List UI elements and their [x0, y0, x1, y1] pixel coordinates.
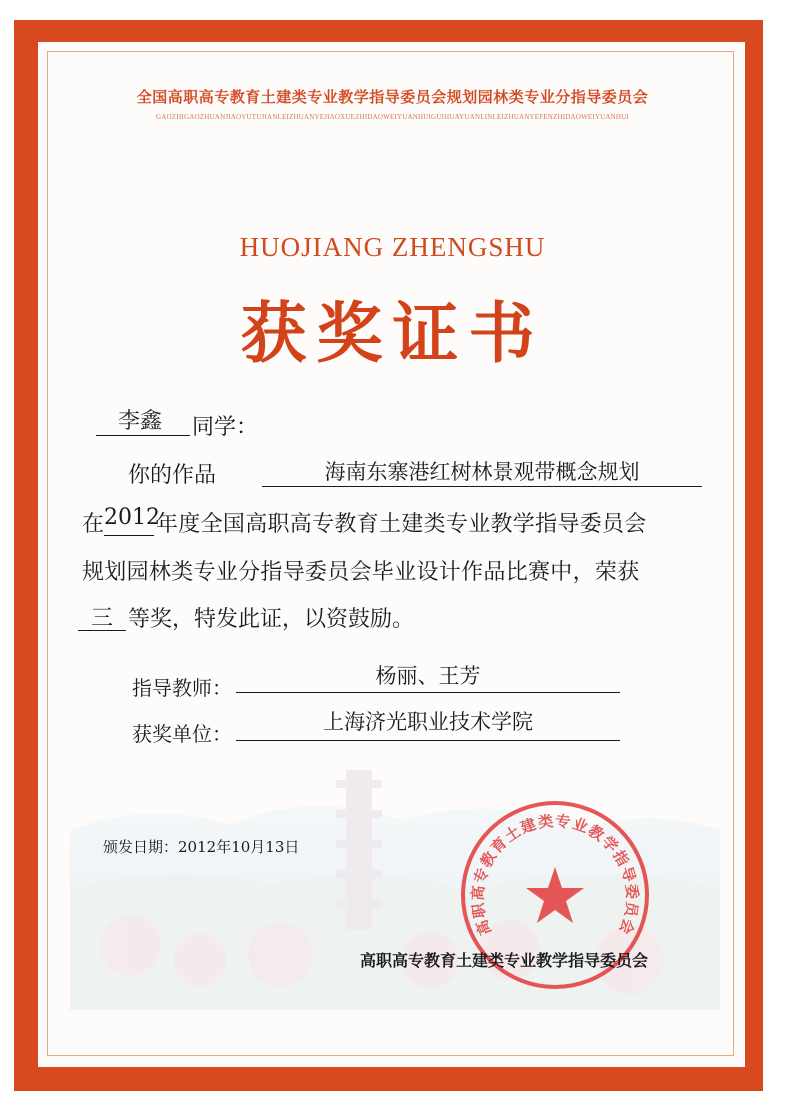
work-title: 海南东寨港红树林景观带概念规划	[324, 460, 640, 484]
work-title-underline	[262, 486, 702, 487]
certificate-title: 获奖证书	[240, 294, 545, 372]
rank-underline	[78, 630, 126, 631]
award-rank: 三	[90, 606, 113, 631]
organization-name-pinyin: GAOZHIGAOZHUANJIAOYUTUJIANLEIZHUANYEJIAOXUEZHIDAOWEIYUANHUIGUIHUAYUANLINLEIZHUANYEFENZHIDAOWEIYUANHUI	[156, 113, 629, 121]
recipient-suffix: 同学：	[192, 415, 259, 440]
unit-label: 获奖单位：	[132, 722, 232, 746]
body-line-1: 年度全国高职高专教育土建类专业教学指导委员会	[156, 512, 647, 537]
seal-text: 高职高专教育土建类专业教学指导委员会	[468, 811, 642, 939]
seal-star-icon	[526, 867, 584, 923]
work-label: 你的作品	[128, 463, 217, 488]
advisor-label: 指导教师：	[132, 676, 232, 700]
unit-name: 上海济光职业技术学院	[323, 710, 533, 734]
issue-date	[103, 836, 299, 857]
body-line-3: 等奖，特发此证，以资鼓励。	[128, 607, 415, 632]
recipient-name: 李鑫	[117, 409, 162, 434]
year-underline	[104, 535, 154, 536]
body-prefix: 在	[82, 512, 105, 537]
issue-date-value: 2012年10月13日	[178, 838, 300, 856]
organization-name: 全国高职高专教育土建类专业教学指导委员会规划园林类专业分指导委员会	[136, 88, 649, 106]
recipient-underline	[96, 435, 190, 436]
competition-year: 2012	[104, 505, 160, 530]
advisor-names: 杨丽、王芳	[375, 664, 481, 688]
issue-date-label: 颁发日期：	[103, 838, 179, 856]
certificate-title-pinyin: HUOJIANG ZHENGSHU	[239, 232, 546, 262]
issuing-organization: 高职高专教育土建类专业教学指导委员会	[360, 951, 649, 970]
unit-underline	[236, 740, 620, 741]
body-line-2: 规划园林类专业分指导委员会毕业设计作品比赛中，荣获	[82, 560, 640, 585]
advisor-underline	[236, 692, 620, 693]
